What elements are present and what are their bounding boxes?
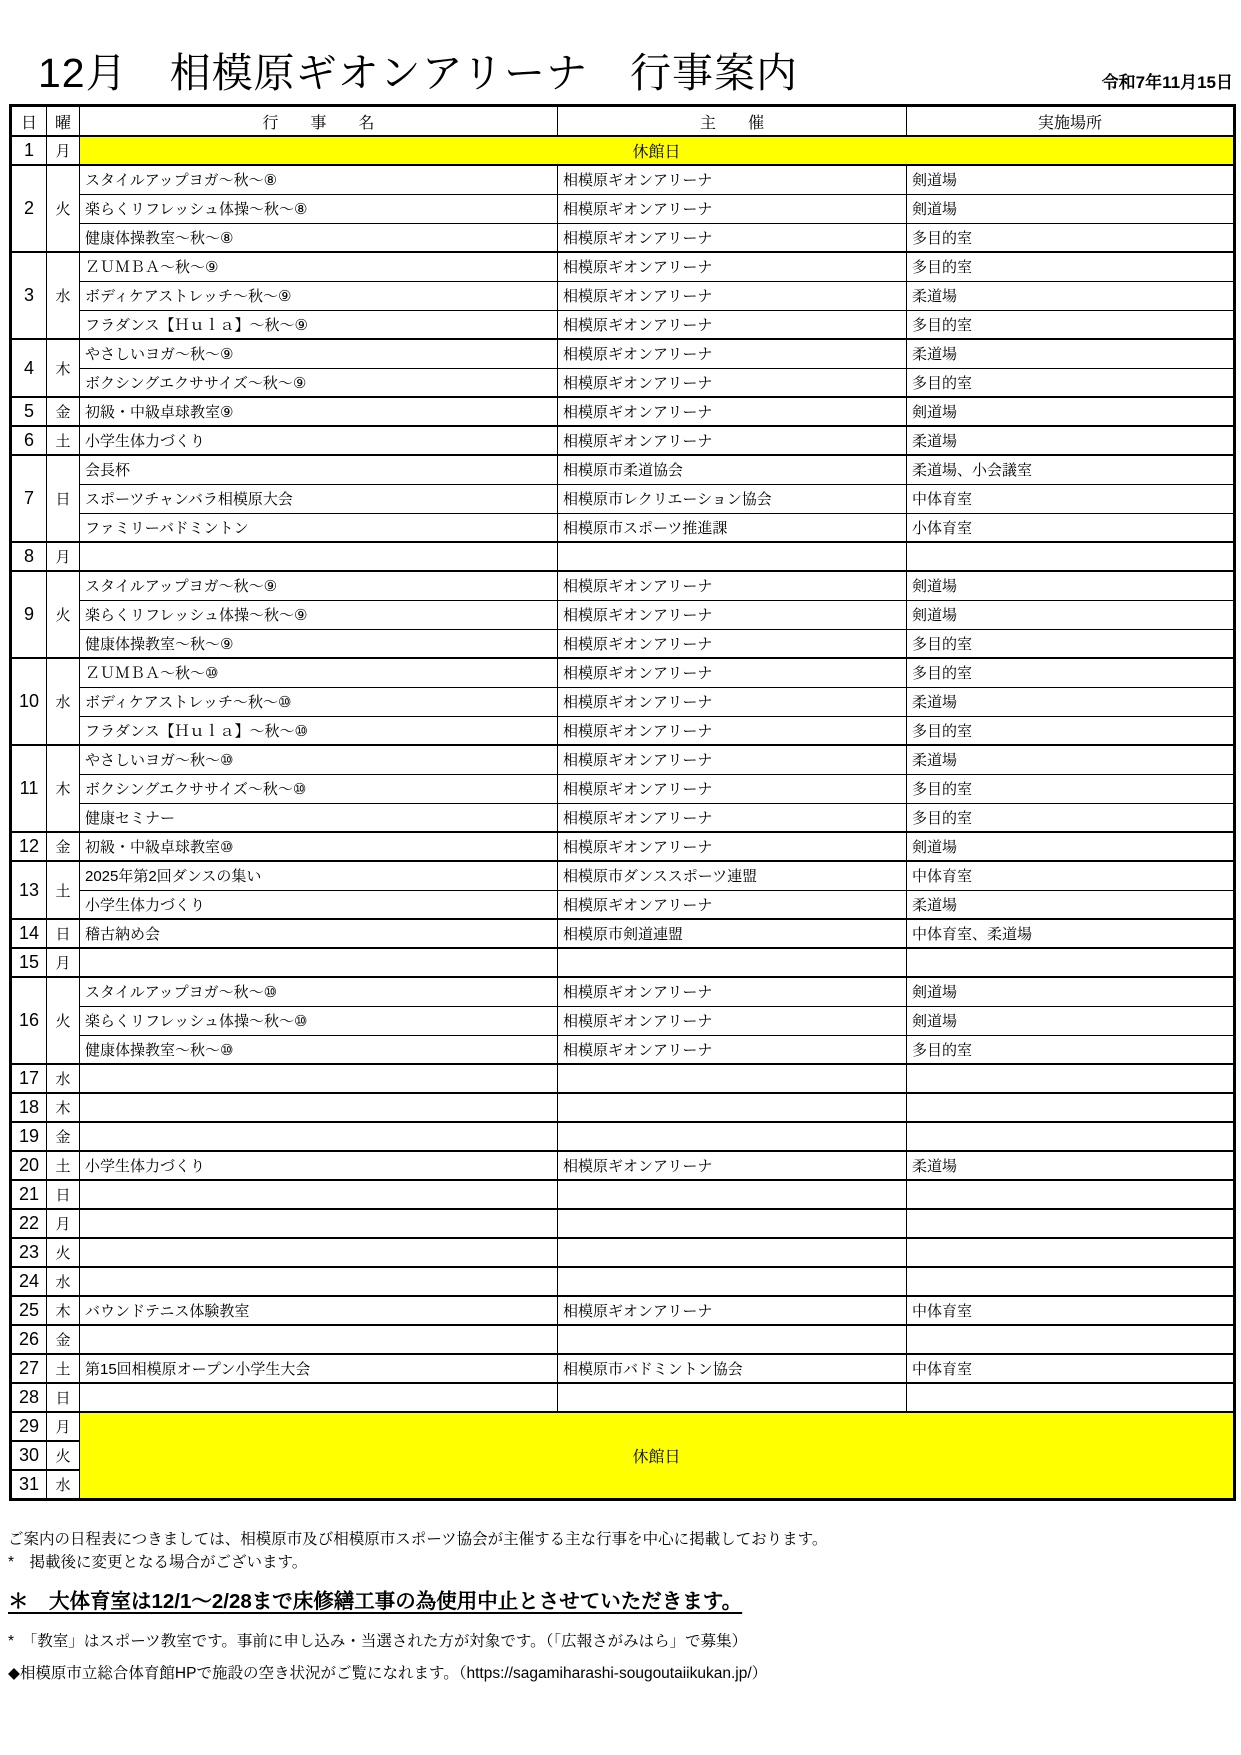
table-row (11, 745, 1235, 774)
venue-cell (907, 1093, 1235, 1122)
weekday-cell: 木 (47, 1296, 80, 1325)
organizer-cell (558, 1238, 907, 1267)
organizer-cell: 相模原ギオンアリーナ (558, 745, 907, 774)
weekday-cell: 木 (47, 1093, 80, 1122)
day-cell: 14 (11, 919, 47, 948)
venue-cell: 多目的室 (907, 629, 1235, 658)
event-name-cell: ボクシングエクササイズ～秋～⑩ (80, 774, 558, 803)
venue-cell (907, 1209, 1235, 1238)
table-row (11, 629, 1235, 658)
day-cell: 29 (11, 1412, 47, 1441)
weekday-cell: 日 (47, 1383, 80, 1412)
event-name-cell: ファミリーバドミントン (80, 513, 558, 542)
organizer-cell: 相模原ギオンアリーナ (558, 1296, 907, 1325)
organizer-cell: 相模原ギオンアリーナ (558, 832, 907, 861)
organizer-cell: 相模原ギオンアリーナ (558, 252, 907, 281)
event-name-cell: 小学生体力づくり (80, 890, 558, 919)
weekday-cell: 土 (47, 426, 80, 455)
venue-cell: 多目的室 (907, 803, 1235, 832)
day-cell: 23 (11, 1238, 47, 1267)
table-row (11, 397, 1235, 426)
organizer-cell (558, 948, 907, 977)
venue-cell: 柔道場 (907, 890, 1235, 919)
weekday-cell: 火 (47, 1441, 80, 1470)
venue-cell: 柔道場 (907, 426, 1235, 455)
venue-cell: 剣道場 (907, 571, 1235, 600)
organizer-cell (558, 1267, 907, 1296)
organizer-cell: 相模原ギオンアリーナ (558, 774, 907, 803)
table-row (11, 252, 1235, 281)
venue-cell: 剣道場 (907, 600, 1235, 629)
weekday-cell: 月 (47, 1412, 80, 1441)
event-name-cell: スタイルアップヨガ～秋～⑩ (80, 977, 558, 1006)
event-name-cell: 楽らくリフレッシュ体操～秋～⑨ (80, 600, 558, 629)
header-weekday: 曜 (47, 106, 80, 137)
day-cell: 9 (11, 571, 47, 658)
day-cell: 22 (11, 1209, 47, 1238)
organizer-cell: 相模原ギオンアリーナ (558, 281, 907, 310)
event-name-cell: 健康体操教室～秋～⑧ (80, 223, 558, 252)
venue-cell: 中体育室 (907, 1354, 1235, 1383)
header-organizer: 主 催 (558, 106, 907, 137)
event-name-cell: フラダンス【Ｈｕｌａ】～秋～⑩ (80, 716, 558, 745)
closed-days-block-cell: 休館日 (80, 1412, 1235, 1499)
table-row (11, 223, 1235, 252)
table-row (11, 339, 1235, 368)
day-cell: 5 (11, 397, 47, 426)
venue-cell: 多目的室 (907, 223, 1235, 252)
event-name-cell: ボディケアストレッチ～秋～⑨ (80, 281, 558, 310)
weekday-cell: 水 (47, 1267, 80, 1296)
note-changes: * 掲載後に変更となる場合がございます。 (8, 1554, 308, 1571)
header-venue: 実施場所 (907, 106, 1235, 137)
event-name-cell (80, 1238, 558, 1267)
weekday-cell: 月 (47, 1209, 80, 1238)
venue-cell (907, 948, 1235, 977)
organizer-cell: 相模原ギオンアリーナ (558, 426, 907, 455)
event-name-cell (80, 1180, 558, 1209)
weekday-cell: 火 (47, 165, 80, 252)
weekday-cell: 月 (47, 542, 80, 571)
table-row (11, 716, 1235, 745)
event-name-cell: 健康体操教室～秋～⑩ (80, 1035, 558, 1064)
weekday-cell: 土 (47, 861, 80, 919)
table-row (11, 513, 1235, 542)
day-cell: 10 (11, 658, 47, 745)
event-name-cell: 楽らくリフレッシュ体操～秋～⑧ (80, 194, 558, 223)
venue-cell: 多目的室 (907, 310, 1235, 339)
event-name-cell: 初級・中級卓球教室⑨ (80, 397, 558, 426)
event-name-cell (80, 1122, 558, 1151)
weekday-cell: 日 (47, 1180, 80, 1209)
venue-cell: 多目的室 (907, 368, 1235, 397)
table-row (11, 165, 1235, 194)
day-cell: 8 (11, 542, 47, 571)
closed-day-cell: 休館日 (80, 136, 1235, 165)
organizer-cell (558, 1064, 907, 1093)
event-name-cell: ボクシングエクササイズ～秋～⑨ (80, 368, 558, 397)
event-name-cell (80, 542, 558, 571)
note-scope: ご案内の日程表につきましては、相模原市及び相模原市スポーツ協会が主催する主な行事を中心に掲載しております。 (8, 1531, 828, 1548)
header-day: 日 (11, 106, 47, 137)
venue-cell: 多目的室 (907, 252, 1235, 281)
table-row (11, 919, 1235, 948)
weekday-cell: 木 (47, 745, 80, 832)
table-row (11, 368, 1235, 397)
organizer-cell: 相模原ギオンアリーナ (558, 194, 907, 223)
table-row (11, 1180, 1235, 1209)
table-row (11, 658, 1235, 687)
day-cell: 16 (11, 977, 47, 1064)
day-cell: 30 (11, 1441, 47, 1470)
event-name-cell: スタイルアップヨガ～秋～⑨ (80, 571, 558, 600)
table-row (11, 484, 1235, 513)
event-name-cell: バウンドテニス体験教室 (80, 1296, 558, 1325)
event-name-cell: 第15回相模原オープン小学生大会 (80, 1354, 558, 1383)
organizer-cell (558, 1093, 907, 1122)
organizer-cell: 相模原ギオンアリーナ (558, 600, 907, 629)
organizer-cell: 相模原ギオンアリーナ (558, 977, 907, 1006)
venue-cell: 剣道場 (907, 194, 1235, 223)
venue-cell: 柔道場 (907, 339, 1235, 368)
day-cell: 4 (11, 339, 47, 397)
event-name-cell: 健康体操教室～秋～⑨ (80, 629, 558, 658)
organizer-cell: 相模原ギオンアリーナ (558, 803, 907, 832)
table-row (11, 1122, 1235, 1151)
table-row (11, 774, 1235, 803)
weekday-cell: 土 (47, 1151, 80, 1180)
table-row (11, 1064, 1235, 1093)
table-row (11, 1296, 1235, 1325)
organizer-cell (558, 542, 907, 571)
weekday-cell: 火 (47, 571, 80, 658)
venue-cell: 剣道場 (907, 1006, 1235, 1035)
day-cell: 19 (11, 1122, 47, 1151)
weekday-cell: 木 (47, 339, 80, 397)
event-name-cell: 小学生体力づくり (80, 426, 558, 455)
day-cell: 28 (11, 1383, 47, 1412)
organizer-cell: 相模原ギオンアリーナ (558, 716, 907, 745)
day-cell: 15 (11, 948, 47, 977)
table-row (11, 1383, 1235, 1412)
venue-cell: 多目的室 (907, 1035, 1235, 1064)
weekday-cell: 月 (47, 136, 80, 165)
organizer-cell (558, 1122, 907, 1151)
table-row (11, 194, 1235, 223)
table-header (11, 106, 1235, 137)
table-row (11, 310, 1235, 339)
event-name-cell: 小学生体力づくり (80, 1151, 558, 1180)
weekday-cell: 金 (47, 1122, 80, 1151)
table-row (11, 600, 1235, 629)
venue-cell: 小体育室 (907, 513, 1235, 542)
venue-cell (907, 1122, 1235, 1151)
venue-cell: 中体育室 (907, 861, 1235, 890)
venue-cell: 剣道場 (907, 832, 1235, 861)
venue-cell (907, 1383, 1235, 1412)
table-row (11, 542, 1235, 571)
organizer-cell: 相模原市レクリエーション協会 (558, 484, 907, 513)
table-row (11, 1238, 1235, 1267)
organizer-cell: 相模原ギオンアリーナ (558, 310, 907, 339)
venue-cell (907, 1180, 1235, 1209)
day-cell: 17 (11, 1064, 47, 1093)
day-cell: 1 (11, 136, 47, 165)
organizer-cell: 相模原ギオンアリーナ (558, 1151, 907, 1180)
organizer-cell (558, 1209, 907, 1238)
table-row (11, 890, 1235, 919)
organizer-cell: 相模原ギオンアリーナ (558, 1035, 907, 1064)
table-row (11, 426, 1235, 455)
venue-cell (907, 542, 1235, 571)
organizer-cell (558, 1180, 907, 1209)
event-name-cell (80, 948, 558, 977)
weekday-cell: 日 (47, 919, 80, 948)
venue-cell (907, 1325, 1235, 1354)
event-name-cell: 会長杯 (80, 455, 558, 484)
event-name-cell: ＺＵＭＢＡ～秋～⑩ (80, 658, 558, 687)
day-cell: 6 (11, 426, 47, 455)
note-website-availability: ◆相模原市立総合体育館HPで施設の空き状況がご覧になれます。（https://sagamiharashi-sougoutaiikukan.jp/） (8, 1665, 768, 1682)
venue-cell: 柔道場 (907, 1151, 1235, 1180)
organizer-cell: 相模原ギオンアリーナ (558, 890, 907, 919)
weekday-cell: 火 (47, 977, 80, 1064)
table-row (11, 948, 1235, 977)
venue-cell: 柔道場、小会議室 (907, 455, 1235, 484)
organizer-cell: 相模原ギオンアリーナ (558, 687, 907, 716)
organizer-cell: 相模原ギオンアリーナ (558, 1006, 907, 1035)
event-name-cell (80, 1267, 558, 1296)
day-cell: 2 (11, 165, 47, 252)
day-cell: 31 (11, 1470, 47, 1499)
venue-cell (907, 1267, 1235, 1296)
event-name-cell: 2025年第2回ダンスの集い (80, 861, 558, 890)
organizer-cell: 相模原市バドミントン協会 (558, 1354, 907, 1383)
event-name-cell (80, 1325, 558, 1354)
weekday-cell: 火 (47, 1238, 80, 1267)
note-class-definition: * 「教室」はスポーツ教室です。事前に申し込み・当選された方が対象です。（「広報さがみはら」で募集） (8, 1633, 748, 1650)
weekday-cell: 金 (47, 832, 80, 861)
day-cell: 27 (11, 1354, 47, 1383)
day-cell: 26 (11, 1325, 47, 1354)
schedule-body (11, 136, 1235, 1499)
event-name-cell: 楽らくリフレッシュ体操～秋～⑩ (80, 1006, 558, 1035)
organizer-cell: 相模原市柔道協会 (558, 455, 907, 484)
table-row (11, 1093, 1235, 1122)
table-row (11, 832, 1235, 861)
issue-date: 令和7年11月15日 (1101, 73, 1233, 92)
table-row (11, 1412, 1235, 1441)
event-name-cell: 初級・中級卓球教室⑩ (80, 832, 558, 861)
table-row (11, 1006, 1235, 1035)
weekday-cell: 水 (47, 1064, 80, 1093)
organizer-cell: 相模原市剣道連盟 (558, 919, 907, 948)
weekday-cell: 金 (47, 1325, 80, 1354)
event-name-cell (80, 1209, 558, 1238)
venue-cell (907, 1238, 1235, 1267)
day-cell: 18 (11, 1093, 47, 1122)
weekday-cell: 金 (47, 397, 80, 426)
page-title: 12月 相模原ギオンアリーナ 行事案内 (38, 50, 798, 96)
organizer-cell (558, 1325, 907, 1354)
table-row (11, 1035, 1235, 1064)
venue-cell: 中体育室 (907, 484, 1235, 513)
weekday-cell: 水 (47, 658, 80, 745)
note-gym-closure-important: ＊ 大体育室は12/1～2/28まで床修繕工事の為使用中止とさせていただきます。 (8, 1590, 743, 1613)
organizer-cell: 相模原ギオンアリーナ (558, 223, 907, 252)
venue-cell: 多目的室 (907, 658, 1235, 687)
event-name-cell: 健康セミナー (80, 803, 558, 832)
event-name-cell (80, 1383, 558, 1412)
organizer-cell: 相模原市スポーツ推進課 (558, 513, 907, 542)
weekday-cell: 水 (47, 1470, 80, 1499)
weekday-cell: 日 (47, 455, 80, 542)
organizer-cell: 相模原ギオンアリーナ (558, 339, 907, 368)
table-row (11, 281, 1235, 310)
event-name-cell (80, 1093, 558, 1122)
event-name-cell: フラダンス【Ｈｕｌａ】～秋～⑨ (80, 310, 558, 339)
table-row (11, 571, 1235, 600)
day-cell: 7 (11, 455, 47, 542)
venue-cell: 多目的室 (907, 774, 1235, 803)
venue-cell (907, 1064, 1235, 1093)
day-cell: 3 (11, 252, 47, 339)
day-cell: 24 (11, 1267, 47, 1296)
venue-cell: 柔道場 (907, 745, 1235, 774)
organizer-cell: 相模原ギオンアリーナ (558, 571, 907, 600)
organizer-cell: 相模原市ダンススポーツ連盟 (558, 861, 907, 890)
venue-cell: 柔道場 (907, 281, 1235, 310)
event-name-cell (80, 1064, 558, 1093)
header-event-name: 行 事 名 (80, 106, 558, 137)
table-row (11, 1267, 1235, 1296)
table-row (11, 1325, 1235, 1354)
venue-cell: 中体育室、柔道場 (907, 919, 1235, 948)
organizer-cell: 相模原ギオンアリーナ (558, 629, 907, 658)
weekday-cell: 水 (47, 252, 80, 339)
event-name-cell: スポーツチャンバラ相模原大会 (80, 484, 558, 513)
event-name-cell: ボディケアストレッチ～秋～⑩ (80, 687, 558, 716)
organizer-cell (558, 1383, 907, 1412)
venue-cell: 柔道場 (907, 687, 1235, 716)
event-name-cell: やさしいヨガ～秋～⑩ (80, 745, 558, 774)
table-row (11, 455, 1235, 484)
organizer-cell: 相模原ギオンアリーナ (558, 165, 907, 194)
day-cell: 12 (11, 832, 47, 861)
organizer-cell: 相模原ギオンアリーナ (558, 397, 907, 426)
weekday-cell: 土 (47, 1354, 80, 1383)
event-name-cell: スタイルアップヨガ～秋～⑧ (80, 165, 558, 194)
event-name-cell: 稽古納め会 (80, 919, 558, 948)
weekday-cell: 月 (47, 948, 80, 977)
event-name-cell: ＺＵＭＢＡ～秋～⑨ (80, 252, 558, 281)
table-row (11, 136, 1235, 165)
venue-cell: 中体育室 (907, 1296, 1235, 1325)
day-cell: 13 (11, 861, 47, 919)
table-row (11, 1209, 1235, 1238)
event-name-cell: やさしいヨガ～秋～⑨ (80, 339, 558, 368)
venue-cell: 剣道場 (907, 397, 1235, 426)
venue-cell: 剣道場 (907, 165, 1235, 194)
day-cell: 21 (11, 1180, 47, 1209)
venue-cell: 剣道場 (907, 977, 1235, 1006)
table-row (11, 1151, 1235, 1180)
organizer-cell: 相模原ギオンアリーナ (558, 658, 907, 687)
table-row (11, 687, 1235, 716)
table-row (11, 803, 1235, 832)
venue-cell: 多目的室 (907, 716, 1235, 745)
table-row (11, 1354, 1235, 1383)
table-row (11, 977, 1235, 1006)
event-schedule-table (9, 104, 1236, 1501)
day-cell: 11 (11, 745, 47, 832)
day-cell: 25 (11, 1296, 47, 1325)
organizer-cell: 相模原ギオンアリーナ (558, 368, 907, 397)
table-row (11, 861, 1235, 890)
day-cell: 20 (11, 1151, 47, 1180)
